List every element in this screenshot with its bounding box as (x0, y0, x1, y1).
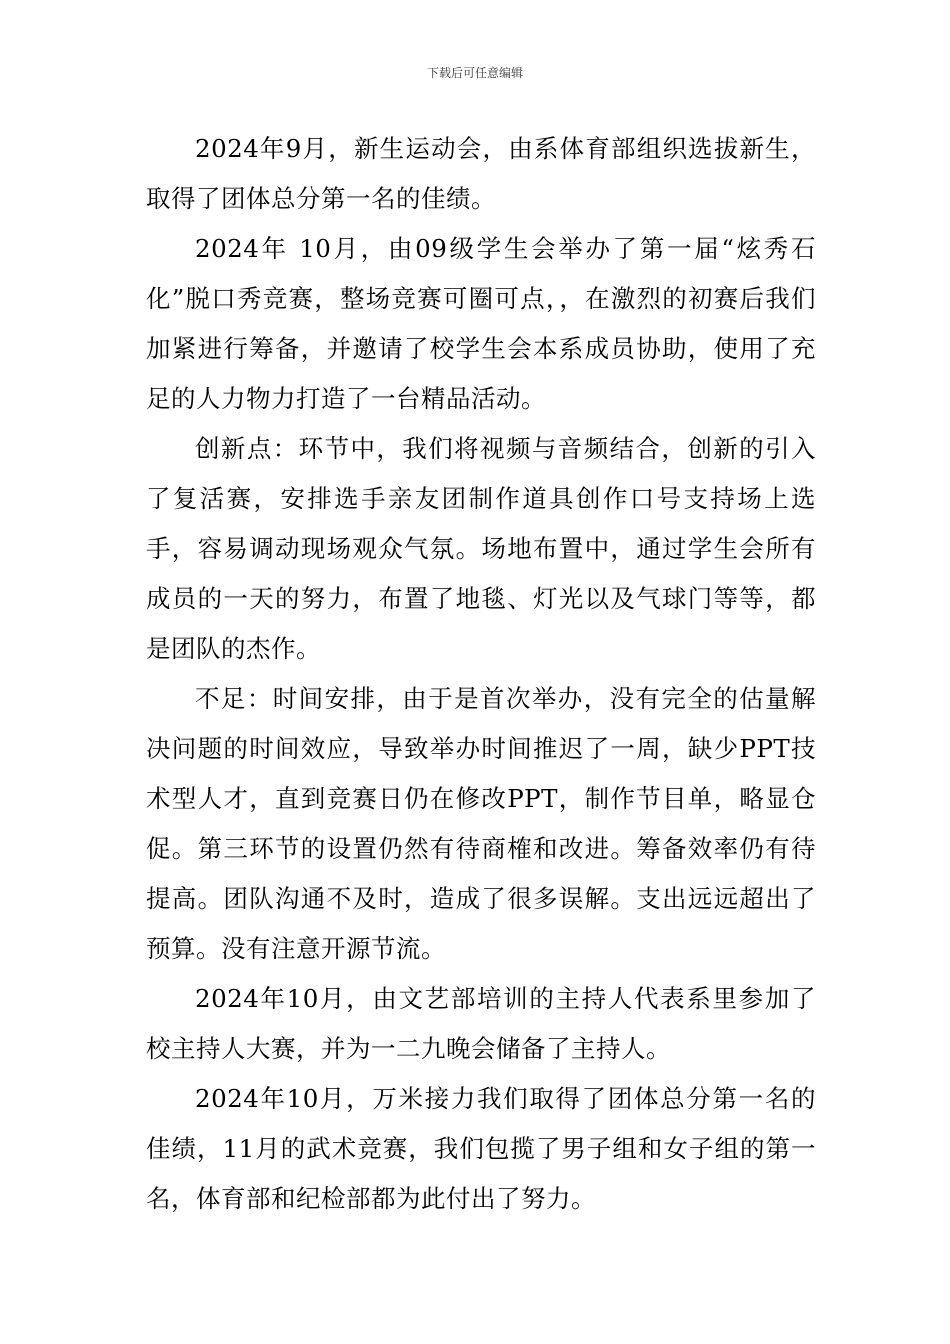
paragraph-shortcomings: 不足：时间安排，由于是首次举办，没有完全的估量解决问题的时间效应，导致举办时间推迟了一周，缺少PPT技术型人才，直到竞赛日仍在修改PPT，制作节目单，略显仓促。第三环节的设置仍然有待商榷和改进。筹备效率仍有待提高。团队沟通不及时，造成了很多误解。支出远远超出了预算。没有注意开源节流。 (146, 684, 816, 963)
paragraph-sports-meet: 2024年9月，新生运动会，由系体育部组织选拔新生，取得了团体总分第一名的佳绩。 (146, 134, 816, 213)
paragraph-relay-and-martial-arts: 2024年10月，万米接力我们取得了团体总分第一名的佳绩，11月的武术竞赛，我们包揽了男子组和女子组的第一名，体育部和纪检部都为此付出了努力。 (146, 1084, 816, 1213)
page-header-note: 下载后可任意编辑 (426, 66, 523, 80)
document-body (146, 124, 816, 1224)
paragraph-innovation: 创新点：环节中，我们将视频与音频结合，创新的引入了复活赛，安排选手亲友团制作道具创作口号支持场上选手，容易调动现场观众气氛。场地布置中，通过学生会所有成员的一天的努力，布置了地毯、灯光以及气球门等等，都是团队的杰作。 (146, 434, 816, 663)
paragraph-talk-show-contest: 2024年 10月，由09级学生会举办了第一届“炫秀石化”脱口秀竞赛，整场竞赛可圈可点，，在激烈的初赛后我们加紧进行筹备，并邀请了校学生会本系成员协助，使用了充足的人力物力打造了一台精品活动。 (146, 234, 816, 413)
paragraph-host-contest: 2024年10月，由文艺部培训的主持人代表系里参加了校主持人大赛，并为一二九晚会储备了主持人。 (146, 984, 816, 1063)
